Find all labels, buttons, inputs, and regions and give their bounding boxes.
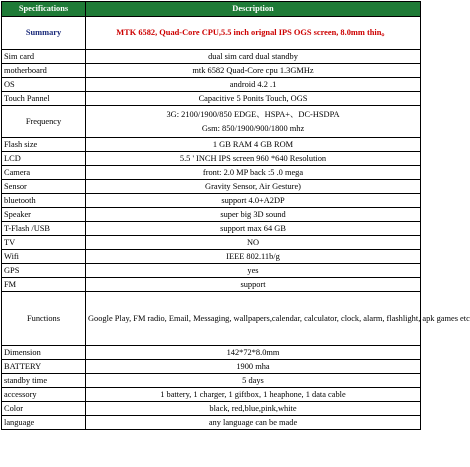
value-accessory: 1 battery, 1 charger, 1 giftbox, 1 heaphone, 1 data cable (86, 388, 421, 402)
label-language: language (2, 416, 86, 430)
label-tv: TV (2, 236, 86, 250)
label-summary: Summary (2, 17, 86, 50)
header-specifications: Specifications (2, 2, 86, 17)
label-touch-pannel: Touch Pannel (2, 92, 86, 106)
label-speaker: Speaker (2, 208, 86, 222)
table-row (2, 346, 421, 360)
table-row (2, 416, 421, 430)
value-bluetooth: support 4.0+A2DP (86, 194, 421, 208)
value-flash-size: 1 GB RAM 4 GB ROM (86, 138, 421, 152)
label-camera: Camera (2, 166, 86, 180)
label-frequency: Frequency (2, 106, 86, 138)
value-color: black, red,blue,pink,white (86, 402, 421, 416)
value-motherboard: mtk 6582 Quad-Core cpu 1.3GMHz (86, 64, 421, 78)
label-lcd: LCD (2, 152, 86, 166)
header-description: Description (86, 2, 421, 17)
value-standby-time: 5 days (86, 374, 421, 388)
label-bluetooth: bluetooth (2, 194, 86, 208)
value-sim-card: dual sim card dual standby (86, 50, 421, 64)
table-header-row (2, 2, 421, 17)
spec-sheet (1, 1, 470, 430)
value-frequency (86, 106, 421, 138)
table-row (2, 92, 421, 106)
value-dimension: 142*72*8.0mm (86, 346, 421, 360)
value-fm: support (86, 278, 421, 292)
table-row (2, 250, 421, 264)
label-os: OS (2, 78, 86, 92)
label-gps: GPS (2, 264, 86, 278)
table-row (2, 78, 421, 92)
frequency-3g: 3G: 2100/1900/850 EDGE、HSPA+、DC-HSDPA (166, 110, 340, 119)
label-wifi: Wifi (2, 250, 86, 264)
table-row (2, 180, 421, 194)
value-gps: yes (86, 264, 421, 278)
row-summary (2, 17, 421, 50)
table-row (2, 278, 421, 292)
table-row (2, 388, 421, 402)
value-functions: Google Play, FM radio, Email, Messaging, wallpapers,calendar, calculator, clock, alarm, flashlight, apk games etc (86, 292, 421, 346)
value-battery: 1900 mha (86, 360, 421, 374)
table-row (2, 138, 421, 152)
value-tv: NO (86, 236, 421, 250)
table-row (2, 152, 421, 166)
table-row (2, 166, 421, 180)
label-battery: BATTERY (2, 360, 86, 374)
table-row (2, 50, 421, 64)
value-os: android 4.2 .1 (86, 78, 421, 92)
value-language: any language can be made (86, 416, 421, 430)
table-row (2, 222, 421, 236)
table-row (2, 360, 421, 374)
row-functions (2, 292, 421, 346)
table-row (2, 208, 421, 222)
value-touch-pannel: Capacitive 5 Ponits Touch, OGS (86, 92, 421, 106)
value-camera: front: 2.0 MP back :5 .0 mega (86, 166, 421, 180)
table-row (2, 236, 421, 250)
table-row (2, 402, 421, 416)
label-accessory: accessory (2, 388, 86, 402)
label-sensor: Sensor (2, 180, 86, 194)
value-speaker: super big 3D sound (86, 208, 421, 222)
label-functions: Functions (2, 292, 86, 346)
table-row (2, 264, 421, 278)
label-motherboard: motherboard (2, 64, 86, 78)
label-dimension: Dimension (2, 346, 86, 360)
spec-table (1, 1, 470, 430)
row-frequency (2, 106, 421, 138)
label-standby-time: standby time (2, 374, 86, 388)
label-color: Color (2, 402, 86, 416)
value-wifi: IEEE 802.11b/g (86, 250, 421, 264)
label-tflash-usb: T-Flash /USB (2, 222, 86, 236)
frequency-gsm: Gsm: 850/1900/900/1800 mhz (201, 123, 305, 133)
value-lcd: 5.5 ' INCH IPS screen 960 *640 Resolution (86, 152, 421, 166)
label-flash-size: Flash size (2, 138, 86, 152)
label-sim-card: Sim card (2, 50, 86, 64)
value-tflash-usb: support max 64 GB (86, 222, 421, 236)
table-row (2, 374, 421, 388)
table-row (2, 64, 421, 78)
value-sensor: Gravity Sensor, Air Gesture) (86, 180, 421, 194)
label-fm: FM (2, 278, 86, 292)
value-summary: MTK 6582, Quad-Core CPU,5.5 inch orignal IPS OGS screen, 8.0mm thin。 (86, 17, 421, 50)
table-row (2, 194, 421, 208)
